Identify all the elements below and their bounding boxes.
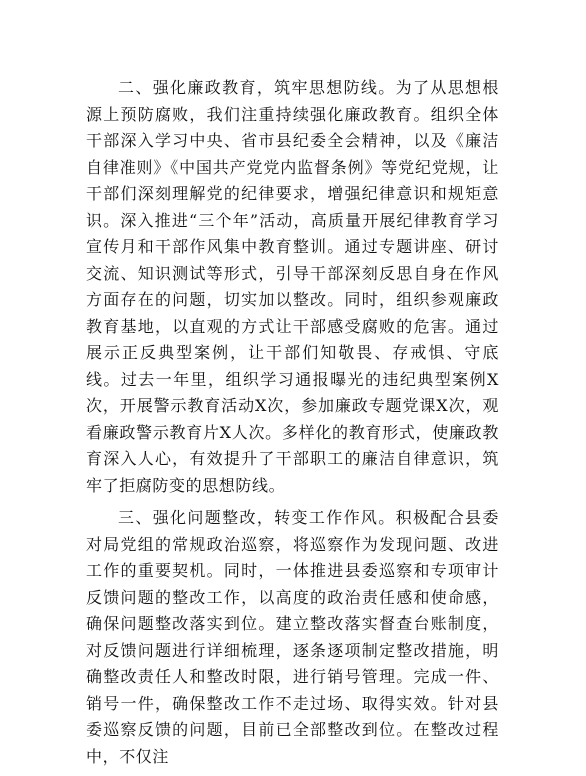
document-body — [86, 75, 499, 776]
paragraph-problem-rectification: 三、强化问题整改，转变工作作风。积极配合县委对局党组的常规政治巡察，将巡察作为发现问题、改进工作的重要契机。同时，一体推进县委巡察和专项审计反馈问题的整改工作，以高度的政治责任感和使命感，确保问题整改落实到位。建立整改落实督查台账制度，对反馈问题进行详细梳理，逐条逐项制定整改措施，明确整改责任人和整改时限，进行销号管理。完成一件、销号一件，确保整改工作不走过场、取得实效。针对县委巡察反馈的问题，目前已全部整改到位。在整改过程中，不仅注 — [86, 508, 499, 766]
paragraph-anti-corruption-education: 二、强化廉政教育，筑牢思想防线。为了从思想根源上预防腐败，我们注重持续强化廉政教育。组织全体干部深入学习中央、省市县纪委全会精神，以及《廉洁自律准则》《中国共产党党内监督条例》等党纪党规，让干部们深刻理解党的纪律要求，增强纪律意识和规矩意识。深入推进“三个年”活动，高质量开展纪律教育学习宣传月和干部作风集中教育整训。通过专题讲座、研讨交流、知识测试等形式，引导干部深刻反思自身在作风方面存在的问题，切实加以整改。同时，组织参观廉政教育基地，以直观的方式让干部感受腐败的危害。通过展示正反典型案例，让干部们知敬畏、存戒惧、守底线。过去一年里，组织学习通报曝光的违纪典型案例X次，开展警示教育活动X次，参加廉政专题党课X次，观看廉政警示教育片X人次。多样化的教育形式，使廉政教育深入人心，有效提升了干部职工的廉洁自律意识，筑牢了拒腐防变的思想防线。 — [86, 78, 499, 495]
